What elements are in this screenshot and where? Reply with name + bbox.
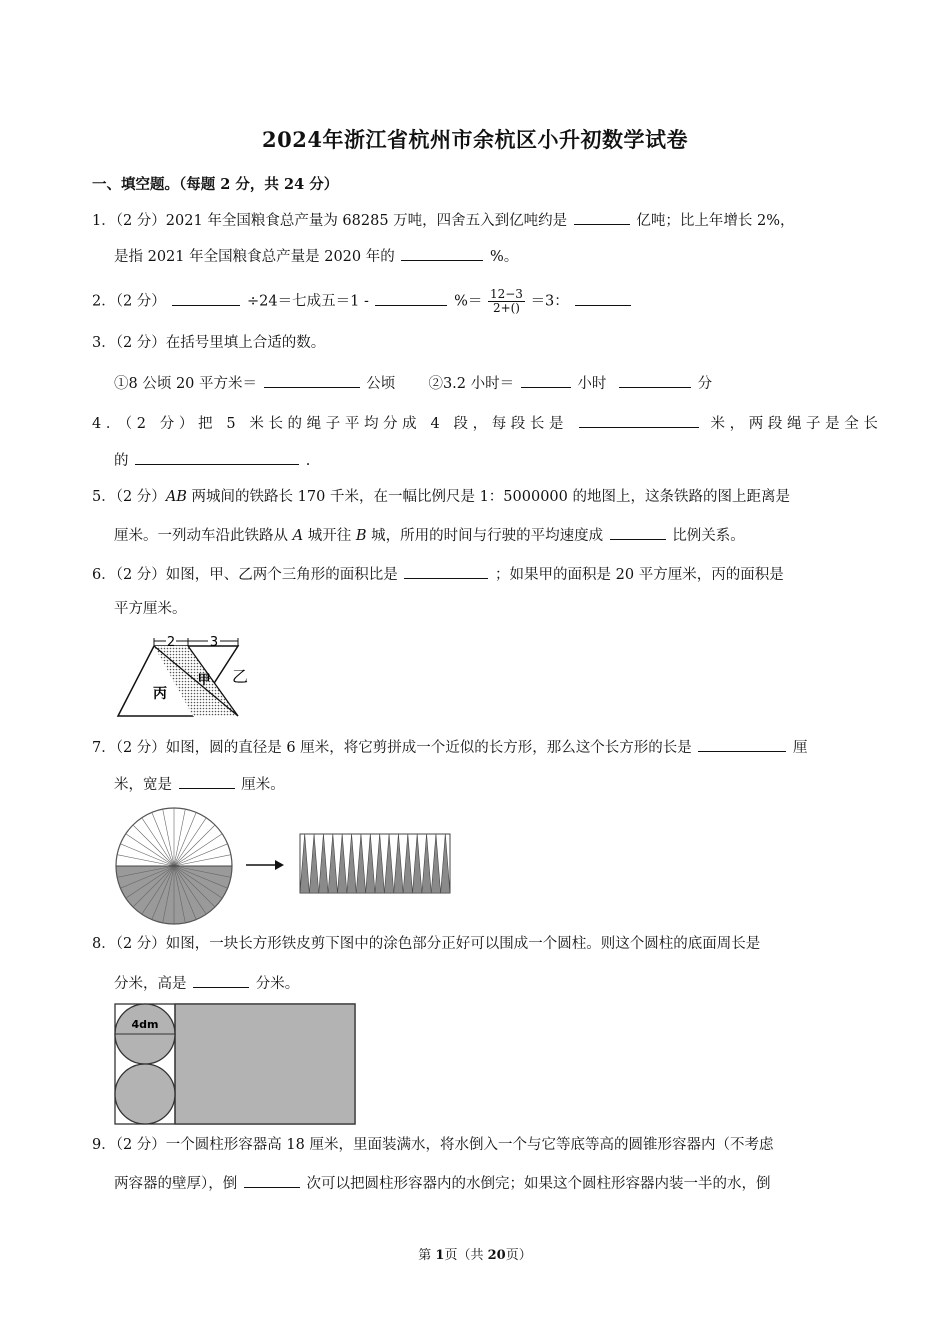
q3-blank-2[interactable] (521, 372, 571, 388)
q1-blank-2[interactable] (401, 245, 483, 261)
shaded-circle-bottom (115, 1064, 175, 1124)
question-3-line-1: 3．（2 分）在括号里填上合适的数。 (92, 335, 326, 351)
footer-text-b: 页（共 (444, 1248, 488, 1263)
q6-blank-1[interactable] (404, 563, 488, 579)
footer-text-c: 页） (505, 1248, 532, 1263)
label-bing: 丙 (153, 686, 167, 702)
footer-text-a: 第 (418, 1248, 436, 1263)
q1-text-a: 1．（2 分）2021 年全国粮食总产量为 68285 万吨，四舍五入到亿吨约是 (92, 213, 568, 229)
cylinder-net-figure (112, 1002, 362, 1126)
approximate-rectangle (300, 834, 450, 893)
question-7-line-2 (114, 773, 285, 795)
q2-blank-1[interactable] (172, 290, 240, 306)
q3-blank-1[interactable] (264, 372, 360, 388)
question-1-line-2 (114, 245, 518, 267)
q3-text-c: ②3.2 小时＝ (428, 376, 515, 392)
q4-text-a: 4．（2 分）把 5 米长的绳子平均分成 4 段，每段长是 (92, 416, 569, 432)
q4-blank-1[interactable] (579, 412, 699, 428)
q1-blank-1[interactable] (574, 209, 630, 225)
q7-text-b: 厘 (792, 740, 808, 756)
diameter-label: 4dm (131, 1018, 159, 1031)
q7-blank-1[interactable] (698, 736, 786, 752)
footer-page-number: 1 (435, 1248, 445, 1263)
q4-text-b: 米，两段绳子是全长 (710, 416, 883, 432)
page-title: 2024年浙江省杭州市余杭区小升初数学试卷 (262, 127, 688, 152)
question-4-line-2 (114, 449, 310, 471)
q5-text-f: 比例关系。 (672, 528, 745, 544)
q3-text-a: ①8 公顷 20 平方米＝ (114, 376, 258, 392)
footer-page-total: 20 (487, 1248, 506, 1263)
q2-blank-2[interactable] (375, 290, 447, 306)
q5-text-e: 城，所用的时间与行驶的平均速度成 (366, 528, 604, 544)
q2-text-c: %＝ (454, 293, 483, 310)
q1-text-d: %。 (489, 249, 519, 265)
arrow-icon (246, 860, 284, 870)
sector-ray (174, 825, 215, 866)
question-8-line-1: 8．（2 分）如图，一块长方形铁皮剪下图中的涂色部分正好可以围成一个圆柱。则这个圆柱的底面周长是 (92, 936, 761, 952)
question-4-line-1 (92, 412, 882, 434)
question-5-line-1 (92, 487, 790, 507)
q3-text-d: 小时 (577, 376, 607, 392)
shaded-lateral-rectangle (175, 1004, 355, 1124)
q1-text-b: 亿吨；比上年增长 2%， (636, 213, 795, 229)
q5-text-d: 城开往 (303, 528, 356, 544)
cut-circle (116, 808, 232, 924)
q1-text-c: 是指 2021 年全国粮食总产量是 2020 年的 (114, 249, 395, 265)
q6-text-a: 6．（2 分）如图，甲、乙两个三角形的面积比是 (92, 567, 398, 583)
q9-text-a: 两容器的壁厚），倒 (114, 1176, 238, 1192)
q5-blank-1[interactable] (610, 524, 666, 540)
q5-text-b: 两城间的铁路长 170 千米，在一幅比例尺是 1：5000000 的地图上，这条铁路的图上距离是 (186, 489, 790, 505)
q2-text-a: 2．（2 分） (92, 293, 166, 310)
question-5-line-2 (114, 524, 745, 546)
q3-blank-3[interactable] (619, 372, 691, 388)
q8-text-b: 分米。 (255, 976, 300, 992)
section-heading: 一、填空题。（每题 2 分，共 24 分） (92, 176, 339, 193)
q5-var-b: B (355, 528, 367, 544)
circle-to-rectangle-figure (112, 806, 454, 926)
q5-var-a: A (292, 528, 304, 544)
question-9-line-1: 9．（2 分）一个圆柱形容器高 18 厘米，里面装满水，将水倒入一个与它等底等高的圆锥形容器内（不考虑 (92, 1137, 774, 1153)
q8-text-a: 分米，高是 (114, 976, 187, 992)
question-8-line-2 (114, 972, 299, 994)
q2-fraction (488, 288, 525, 315)
q2-fraction-denominator: 2+() (492, 301, 520, 315)
q9-text-b: 次可以把圆柱形容器内的水倒完；如果这个圆柱形容器内装一半的水，倒 (306, 1176, 771, 1192)
label-yi: 乙 (231, 667, 249, 686)
q2-text-b: ÷24＝七成五＝1 - (247, 293, 369, 310)
question-3-line-2 (114, 372, 712, 394)
q2-fraction-numerator: 12−3 (489, 287, 523, 301)
q5-text-c: 厘米。一列动车沿此铁路从 (114, 528, 293, 544)
question-1-line-1 (92, 209, 795, 231)
q2-blank-3[interactable] (575, 290, 631, 306)
question-6-line-2: 平方厘米。 (114, 601, 187, 617)
q4-blank-2[interactable] (135, 449, 299, 465)
q7-text-c: 米，宽是 (114, 777, 172, 793)
q2-text-d: ＝3： (530, 293, 569, 310)
question-2 (92, 288, 633, 315)
q6-text-b: ；如果甲的面积是 20 平方厘米，丙的面积是 (495, 567, 784, 583)
parallelogram-figure (112, 632, 272, 722)
q7-text-d: 厘米。 (241, 777, 285, 793)
sector-ray (133, 825, 174, 866)
label-jia: 甲 (197, 673, 211, 688)
q4-text-c: 的 (114, 453, 129, 469)
q7-text-a: 7．（2 分）如图，圆的直径是 6 厘米，将它剪拼成一个近似的长方形，那么这个长方形的长是 (92, 740, 692, 756)
q4-text-d: . (305, 453, 311, 469)
q3-text-b: 公顷 (366, 376, 396, 392)
page-footer (0, 1244, 950, 1263)
q3-text-e: 分 (697, 376, 713, 392)
q5-var-ab: AB (165, 489, 187, 505)
question-9-line-2 (114, 1172, 770, 1194)
q9-blank-1[interactable] (244, 1172, 300, 1188)
dimension-label-2: 2 (166, 635, 176, 650)
q5-text-a: 5．（2 分） (92, 489, 166, 505)
q7-blank-2[interactable] (179, 773, 235, 789)
question-6-line-1 (92, 563, 784, 585)
q8-blank-1[interactable] (193, 972, 249, 988)
dimension-label-3: 3 (209, 635, 219, 650)
question-7-line-1 (92, 736, 807, 758)
